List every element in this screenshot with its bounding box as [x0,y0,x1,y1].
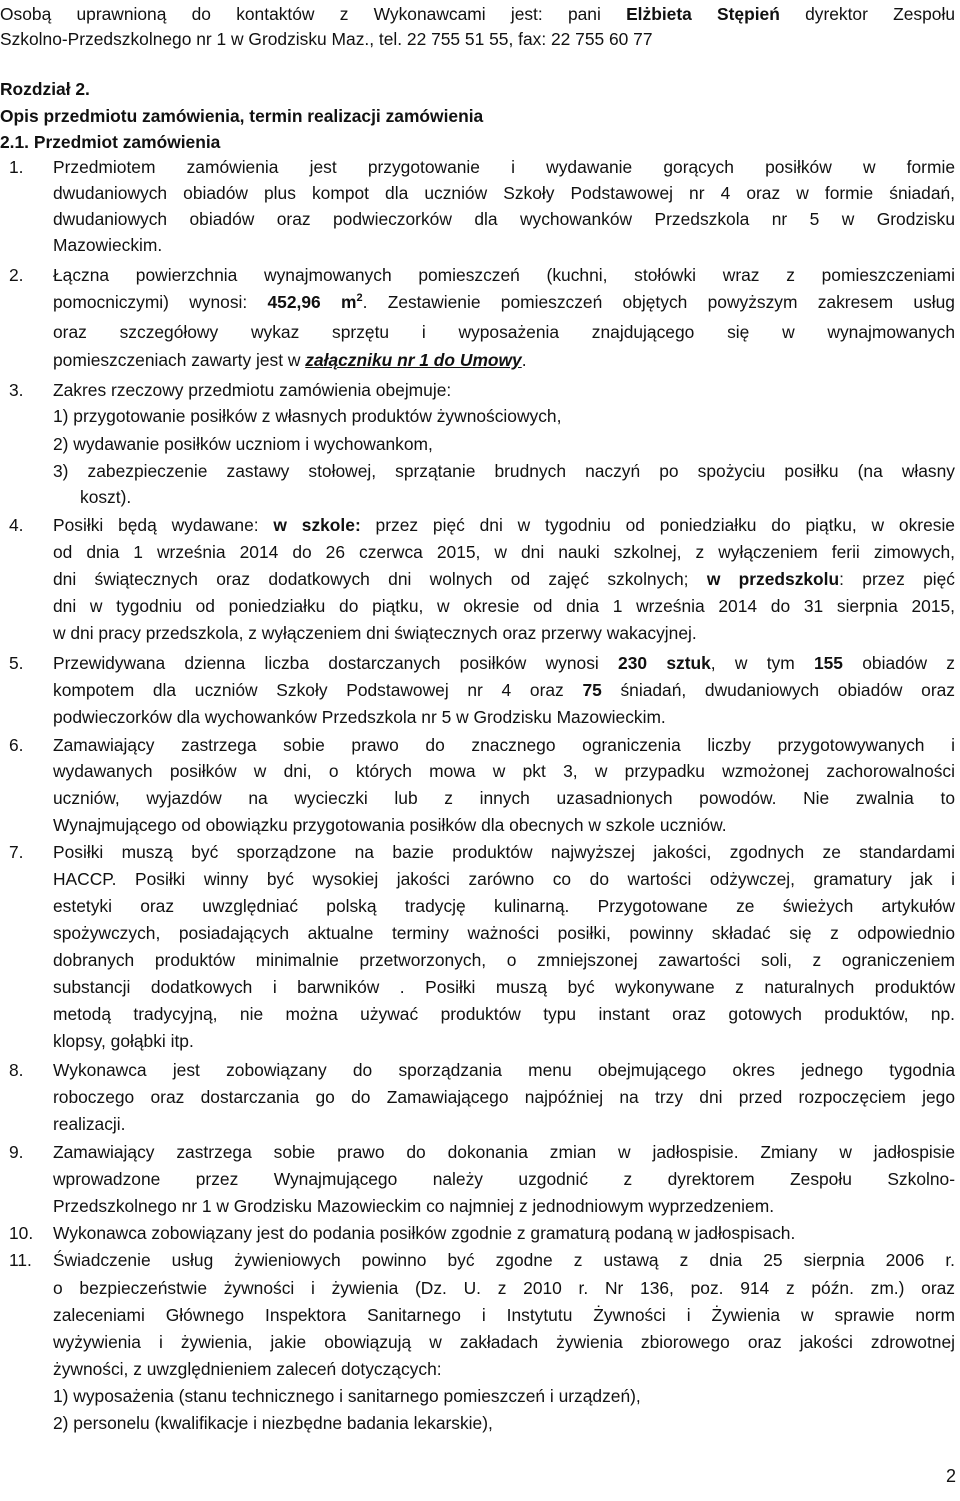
item-3-sub-2: 2) wydawanie posiłków uczniom i wychowankom, [53,434,433,454]
item-7-line-8: klopsy, gołąbki itp. [53,1031,194,1051]
item-4-line-2: od dnia 1 września 2014 do 26 czerwca 2015, w dni nauki szkolnej, z wyłączeniem ferii zimowych, [53,542,955,562]
item-2-line-2: pomocniczymi) wynosi: 452,96 $m^2$. Zestawienie pomieszczeń objętych powyższym zakresem usług [53,292,955,312]
item-11-sub-2: 2) personelu (kwalifikacje i niezbędne badania lekarskie), [53,1413,493,1433]
item-3-sub-3: 3) zabezpieczenie zastawy stołowej, sprzątanie brudnych naczyń po spożyciu posiłku (na własny [53,461,955,481]
item-11-sub-1: 1) wyposażenia (stanu technicznego i sanitarnego pomieszczeń i urządzeń), [53,1386,641,1406]
item-number: 9. [9,1142,24,1162]
item-4-line-1: Posiłki będą wydawane: w szkole: przez pięć dni w tygodniu od poniedziałku do piątku, w okresie [53,515,955,535]
item-6-line-1: Zamawiający zastrzega sobie prawo do znacznego ograniczenia liczby przygotowywanych i [53,735,955,755]
item-number: 11. [9,1250,32,1270]
item-11-line-3: zaleceniami Głównego Inspektora Sanitarnego i Instytutu Żywności i Żywienia w sprawie norm [53,1305,955,1325]
item-1-line-2: dwudaniowych obiadów plus kompot dla uczniów Szkoły Podstawowej nr 4 oraz w formie śniadań, [53,183,955,203]
section-heading: 2.1. Przedmiot zamówienia [0,132,221,152]
attachment-reference: załączniku nr 1 do Umowy [305,350,522,370]
item-1-line-1: Przedmiotem zamówienia jest przygotowanie i wydawanie gorących posiłków w formie [53,157,955,177]
item-7-line-2: HACCP. Posiłki winny być wysokiej jakości zarówno co do wartości odżywczej, gramatury jak i [53,869,955,889]
contact-line-1: Osobą uprawnioną do kontaktów z Wykonawcami jest: pani Elżbieta Stępień dyrektor Zespołu [0,4,955,24]
chapter-title: Rozdział 2. [0,79,90,99]
page-number: 2 [945,1466,956,1486]
item-2-line-3: oraz szczegółowy wykaz sprzętu i wyposażenia znajdującego się w wynajmowanych [53,322,955,342]
item-6-line-4: Wynajmującego od obowiązku przygotowania posiłków dla obecnych w szkole uczniów. [53,815,727,835]
item-7-line-7: metodą tradycyjną, nie można używać produktów typu instant oraz gotowych produktów, np. [53,1004,955,1024]
item-6-line-2: wydawanych posiłków w dni, o których mowa w pkt 3, w przypadku wzmożonej zachorowalności [53,761,955,781]
item-1-line-3: dwudaniowych obiadów oraz podwieczorków dla wychowanków Przedszkola nr 5 w Grodzisku [53,209,955,229]
item-2-line-1: Łączna powierzchnia wynajmowanych pomieszczeń (kuchni, stołówki wraz z pomieszczeniami [53,265,955,285]
item-8-line-3: realizacji. [53,1114,126,1134]
item-3-line-1: Zakres rzeczowy przedmiotu zamówienia obejmuje: [53,380,452,400]
item-11-line-4: wyżywienia i żywienia, jakie obowiązują w zakładach żywienia zbiorowego oraz jakości zdrowotnej [53,1332,955,1352]
item-number: 7. [9,842,24,862]
item-4-line-3: dni świątecznych oraz dodatkowych dni wolnych od zajęć szkolnych; w przedszkolu: przez pięć [53,569,955,589]
item-4-line-5: w dni pracy przedszkola, z wyłączeniem dni świątecznych oraz przerwy wakacyjnej. [53,623,697,643]
item-number: 3. [9,380,24,400]
item-7-line-6: substancji dodatkowych i barwników . Posiłki muszą być wykonywane z naturalnych produktów [53,977,955,997]
item-1-line-4: Mazowieckim. [53,235,163,255]
item-9-line-3: Przedszkolnego nr 1 w Grodzisku Mazowieckim co najmniej z jednodniowym wyprzedzeniem. [53,1196,775,1216]
item-5-line-3: podwieczorków dla wychowanków Przedszkola nr 5 w Grodzisku Mazowieckim. [53,707,666,727]
item-number: 4. [9,515,24,535]
item-11-line-1: Świadczenie usług żywieniowych powinno być zgodne z ustawą z dnia 25 sierpnia 2006 r. [53,1250,955,1270]
item-5-line-2: kompotem dla uczniów Szkoły Podstawowej nr 4 oraz 75 śniadań, dwudaniowych obiadów oraz [53,680,955,700]
item-number: 10. [9,1223,34,1243]
contact-line-2: Szkolno-Przedszkolnego nr 1 w Grodzisku Maz., tel. 22 755 51 55, fax: 22 755 60 77 [0,29,653,49]
item-7-line-1: Posiłki muszą być sporządzone na bazie produktów najwyższej jakości, zgodnych ze standardami [53,842,955,862]
item-7-line-4: spożywczych, posiadających aktualne terminy ważności posiłki, powinny składać się z odpowiednio [53,923,955,943]
chapter-subtitle: Opis przedmiotu zamówienia, termin realizacji zamówienia [0,106,484,126]
item-number: 2. [9,265,24,285]
item-3-sub-1: 1) przygotowanie posiłków z własnych produktów żywnościowych, [53,406,562,426]
item-8-line-1: Wykonawca jest zobowiązany do sporządzania menu obejmującego okres jednego tygodnia [53,1060,955,1080]
item-11-line-2: o bezpieczeństwie żywności i żywienia (Dz. U. z 2010 r. Nr 136, poz. 914 z późn. zm.) oraz [53,1278,955,1298]
item-6-line-3: uczniów, wyjazdów na wycieczki lub z innych uzasadnionych powodów. Nie zwalnia to [53,788,955,808]
item-7-line-3: estetyki oraz uwzględniać polską tradycję kulinarną. Przygotowane ze świeżych artykułów [53,896,955,916]
item-number: 6. [9,735,24,755]
item-11-line-5: żywności, z uwzględnieniem zaleceń dotyczących: [53,1359,442,1379]
item-9-line-1: Zamawiający zastrzega sobie prawo do dokonania zmian w jadłospisie. Zmiany w jadłospisie [53,1142,955,1162]
item-number: 8. [9,1060,24,1080]
item-number: 5. [9,653,24,673]
item-8-line-2: roboczego oraz dostarczania go do Zamawiającego najpóźniej na trzy dni przed rozpoczęciem jego [53,1087,955,1107]
item-2-line-4: pomieszczeniach zawarty jest w załączniku nr 1 do Umowy. [53,350,527,370]
item-5-line-1: Przewidywana dzienna liczba dostarczanych posiłków wynosi 230 sztuk, w tym 155 obiadów z [53,653,955,673]
item-7-line-5: dobranych produktów minimalnie przetworzonych, o zmniejszonej zawartości soli, z ograniczeniem [53,950,955,970]
contact-person-name: Elżbieta Stępień [626,4,780,24]
item-10-line-1: Wykonawca zobowiązany jest do podania posiłków zgodnie z gramaturą podaną w jadłospisach. [53,1223,796,1243]
item-4-line-4: dni w tygodniu od poniedziałku do piątku, w okresie od dnia 1 września 2014 do 31 sierpnia 2015, [53,596,955,616]
item-3-sub-3-cont: koszt). [80,487,132,507]
item-9-line-2: wprowadzone przez Wynajmującego należy uzgodnić z dyrektorem Zespołu Szkolno- [53,1169,955,1189]
item-number: 1. [9,157,24,177]
